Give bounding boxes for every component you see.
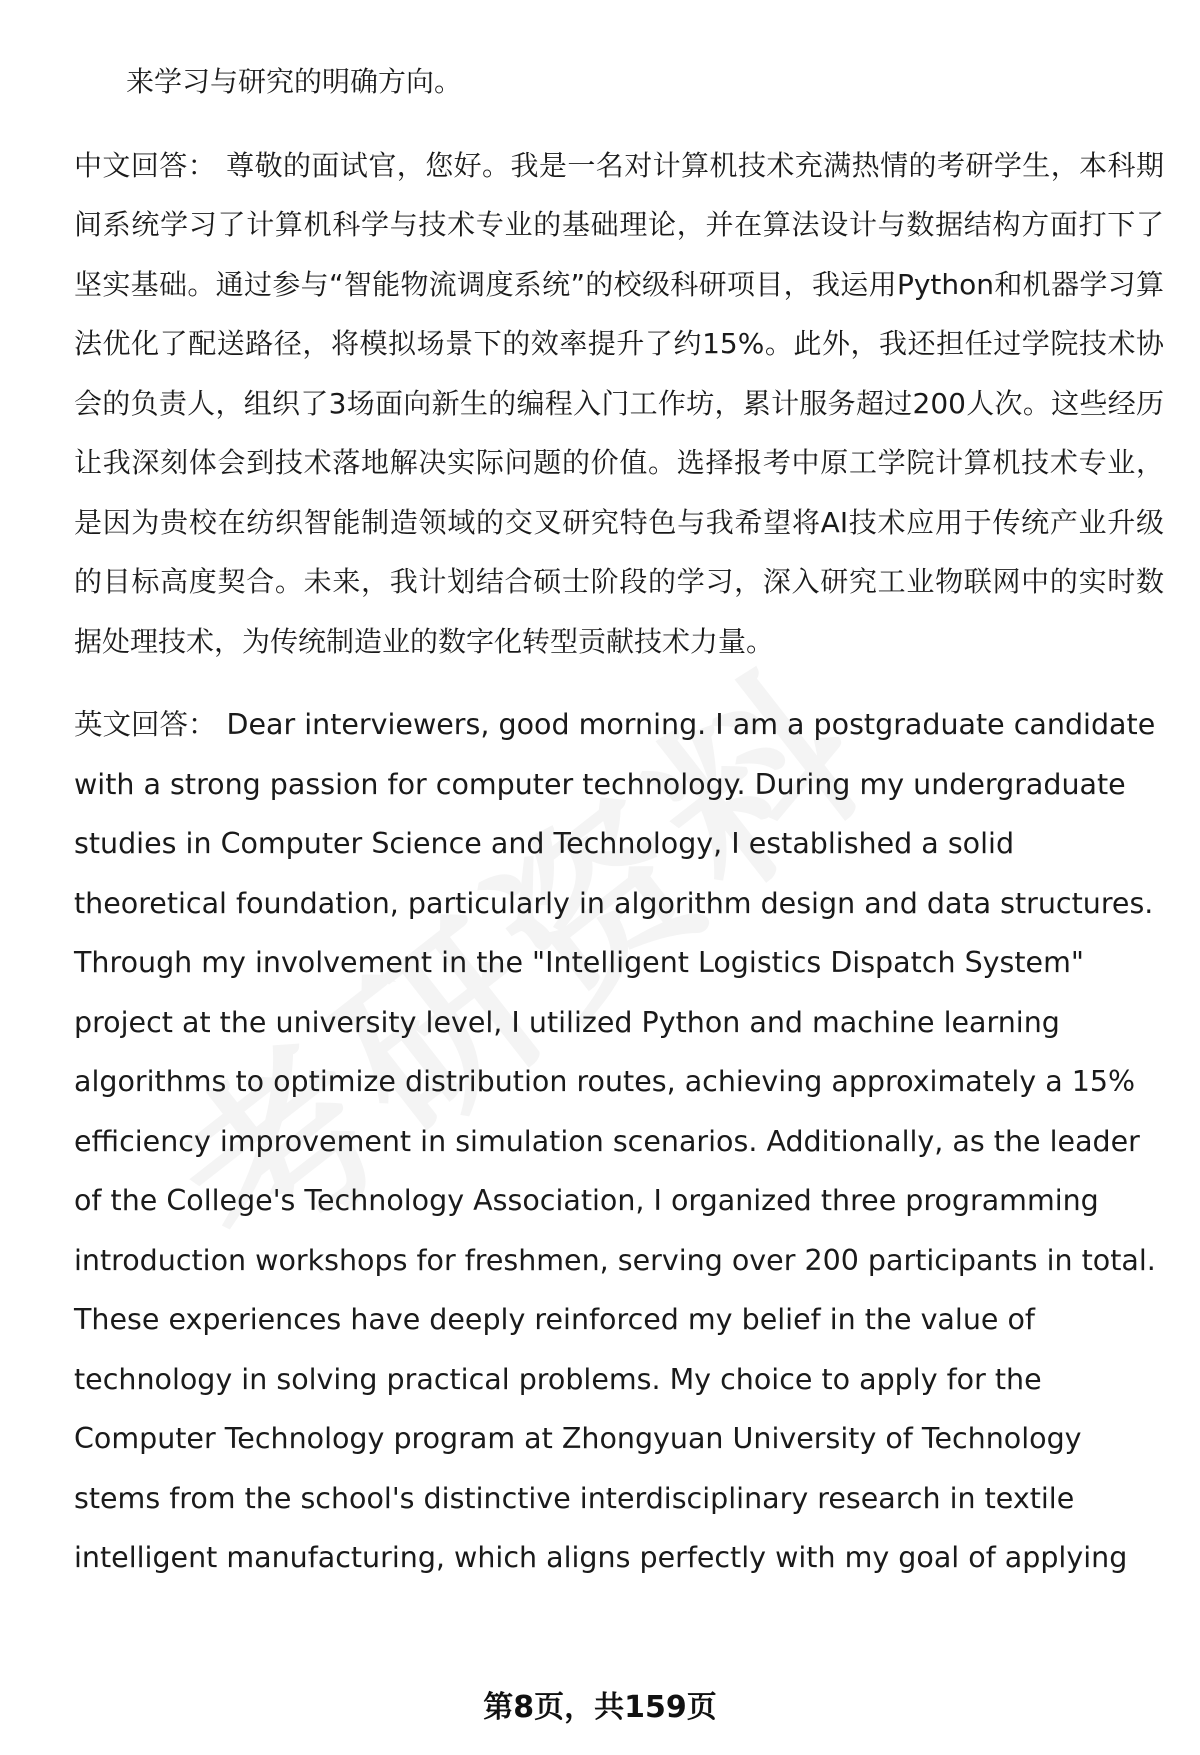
chinese-answer-label: 中文回答： bbox=[74, 148, 217, 182]
continuation-paragraph: 来学习与研究的明确方向。 bbox=[126, 65, 463, 98]
english-answer-text: Dear interviewers, good morning. I am a postgraduate candidate with a strong passion for computer technology. During my undergraduate studies in Computer Science and Technology, I established a solid theoretical foundation, particularly in algorithm design and data structures. Through my involvement in the "Intelligent Logistics Dispatch System" project at the university level, I utilized Python and machine learning algorithms to optimize distribution routes, achieving approximately a 15% efficiency improvement in simulation scenarios. Additionally, as the leader of the College's Technology Association, I organized three programming introduction workshops for freshmen, serving over 200 participants in total. These experiences have deeply reinforced my belief in the value of technology in solving practical problems. My choice to apply for the Computer Technology program at Zhongyuan University of Technology stems from the school's distinctive interdisciplinary research in textile intelligent manufacturing, which aligns perfectly with my goal of applying bbox=[74, 708, 1156, 1574]
page-number-footer: 第8页，共159页 bbox=[483, 1690, 717, 1725]
chinese-answer-paragraph bbox=[74, 136, 1164, 672]
document-body bbox=[74, 52, 1164, 1588]
english-answer-paragraph bbox=[74, 695, 1164, 1588]
english-answer-label: 英文回答： bbox=[74, 708, 217, 741]
chinese-answer-text: 尊敬的面试官，您好。我是一名对计算机技术充满热情的考研学生，本科期间系统学习了计算机科学与技术专业的基础理论，并在算法设计与数据结构方面打下了坚实基础。通过参与“智能物流调度系统”的校级科研项目，我运用Python和机器学习算法优化了配送路径，将模拟场景下的效率提升了约15%。此外，我还担任过学院技术协会的负责人，组织了3场面向新生的编程入门工作坊，累计服务超过200人次。这些经历让我深刻体会到技术落地解决实际问题的价值。选择报考中原工学院计算机技术专业，是因为贵校在纺织智能制造领域的交叉研究特色与我希望将AI技术应用于传统产业升级的目标高度契合。未来，我计划结合硕士阶段的学习，深入研究工业物联网中的实时数据处理技术，为传统制造业的数字化转型贡献技术力量。 bbox=[74, 148, 1164, 658]
